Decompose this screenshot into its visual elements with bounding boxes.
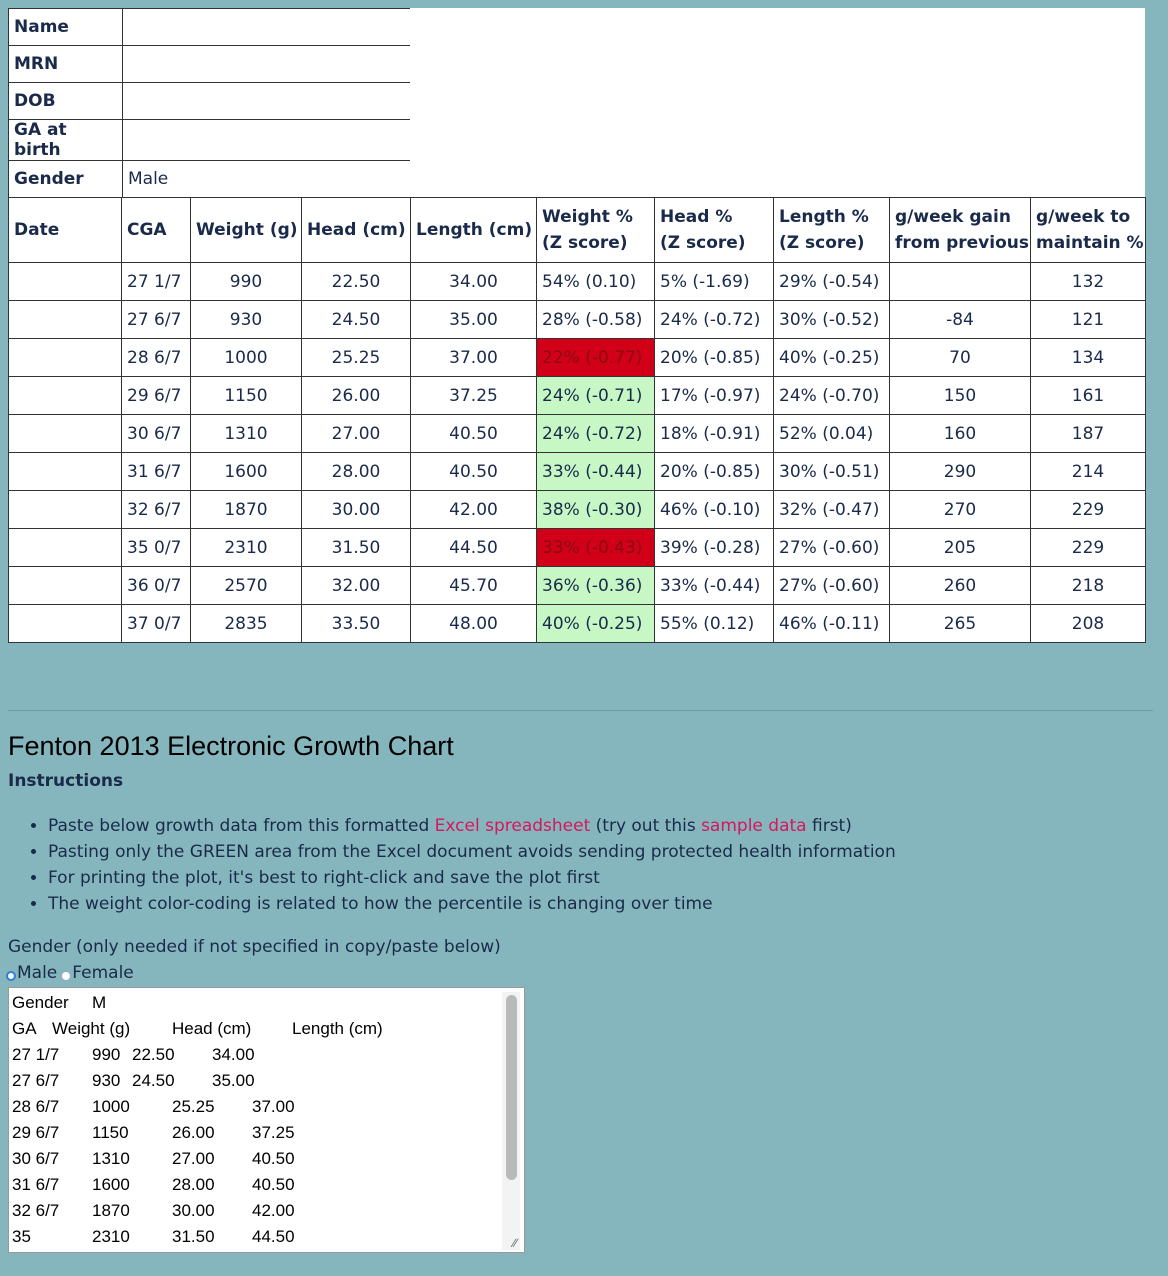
table-row <box>9 567 1146 605</box>
page-title: Fenton 2013 Electronic Growth Chart <box>8 731 454 761</box>
col-length-header: Length (cm) <box>411 198 537 263</box>
table-row <box>9 453 1146 491</box>
maintain-cell: 214 <box>1031 453 1146 491</box>
date-cell <box>9 567 122 605</box>
maintain-cell: 187 <box>1031 415 1146 453</box>
head-pct-cell: 5% (-1.69) <box>655 263 774 301</box>
weight-cell: 930 <box>191 301 302 339</box>
weight-cell: 2835 <box>191 605 302 643</box>
textarea-cell: Length (cm) <box>292 1019 383 1038</box>
head-pct-cell: 17% (-0.97) <box>655 377 774 415</box>
textarea-cell: 29 6/7 <box>12 1123 60 1142</box>
date-cell <box>9 529 122 567</box>
female-radio-label[interactable]: Female <box>72 963 134 983</box>
list-item <box>48 813 896 839</box>
resize-handle-icon[interactable]: ∕∕ <box>512 1236 517 1250</box>
instructions-heading: Instructions <box>8 771 124 791</box>
sample-data-link[interactable]: sample data <box>701 816 807 836</box>
length-pct-cell: 30% (-0.51) <box>774 453 890 491</box>
weight-pct-cell: 40% (-0.25) <box>537 605 655 643</box>
weight-pct-cell: 24% (-0.71) <box>537 377 655 415</box>
maintain-cell: 161 <box>1031 377 1146 415</box>
scroll-thumb[interactable] <box>506 995 517 1180</box>
table-row <box>9 415 1146 453</box>
textarea-cell: 30 6/7 <box>12 1149 60 1168</box>
textarea-cell: 27 6/7 <box>12 1071 60 1090</box>
date-cell <box>9 453 122 491</box>
patient-field-row <box>9 120 411 161</box>
col-cga-header: CGA <box>122 198 191 263</box>
weight-pct-cell: 22% (-0.77) <box>537 339 655 377</box>
female-radio[interactable] <box>61 971 71 981</box>
col-head-pct-header <box>655 198 774 263</box>
weight-pct-cell: 33% (-0.44) <box>537 453 655 491</box>
table-row <box>9 605 1146 643</box>
instruction-text: For printing the plot, it's best to right-click and save the plot first <box>48 868 600 888</box>
patient-field-value <box>123 9 411 46</box>
textarea-cell: 40.50 <box>252 1175 295 1194</box>
textarea-cell: 42.00 <box>252 1201 295 1220</box>
patient-field-value: Male <box>123 161 411 198</box>
weight-cell: 1310 <box>191 415 302 453</box>
cga-cell: 35 0/7 <box>122 529 191 567</box>
weight-pct-cell: 38% (-0.30) <box>537 491 655 529</box>
cga-cell: 36 0/7 <box>122 567 191 605</box>
header-line: (Z score) <box>542 233 628 253</box>
textarea-cell: 35 <box>12 1227 31 1246</box>
head-pct-cell: 24% (-0.72) <box>655 301 774 339</box>
header-line: Weight % <box>542 207 633 227</box>
weight-cell: 990 <box>191 263 302 301</box>
table-row <box>9 377 1146 415</box>
growth-data-table <box>8 197 1146 643</box>
textarea-cell: 32 6/7 <box>12 1201 60 1220</box>
textarea-cell: 26.00 <box>172 1123 215 1142</box>
textarea-cell: GA <box>12 1019 37 1038</box>
header-line: g/week gain <box>895 207 1011 227</box>
cga-cell: 29 6/7 <box>122 377 191 415</box>
header-line: g/week to <box>1036 207 1131 227</box>
cga-cell: 27 1/7 <box>122 263 191 301</box>
header-line: Length % <box>779 207 869 227</box>
cga-cell: 27 6/7 <box>122 301 191 339</box>
date-cell <box>9 263 122 301</box>
patient-field-value <box>123 83 411 120</box>
head-pct-cell: 39% (-0.28) <box>655 529 774 567</box>
patient-field-label: Gender <box>9 161 123 198</box>
list-item <box>48 839 896 865</box>
date-cell <box>9 491 122 529</box>
table-row <box>9 491 1146 529</box>
header-line: (Z score) <box>660 233 746 253</box>
col-weight-header: Weight (g) <box>191 198 302 263</box>
male-radio-label[interactable]: Male <box>17 963 58 983</box>
head-cell: 22.50 <box>302 263 411 301</box>
textarea-cell: 2310 <box>92 1227 130 1246</box>
length-pct-cell: 30% (-0.52) <box>774 301 890 339</box>
patient-field-label: DOB <box>9 83 123 120</box>
excel-spreadsheet-link[interactable]: Excel spreadsheet <box>434 816 591 836</box>
weight-cell: 1150 <box>191 377 302 415</box>
weight-pct-cell: 33% (-0.43) <box>537 529 655 567</box>
gain-cell: 150 <box>890 377 1031 415</box>
head-cell: 32.00 <box>302 567 411 605</box>
head-cell: 33.50 <box>302 605 411 643</box>
head-pct-cell: 20% (-0.85) <box>655 453 774 491</box>
header-line: Head % <box>660 207 733 227</box>
textarea-cell: 24.50 <box>132 1071 175 1090</box>
gain-cell: 260 <box>890 567 1031 605</box>
gain-cell: 160 <box>890 415 1031 453</box>
textarea-cell: 27 1/7 <box>12 1045 60 1064</box>
instruction-text: Paste below growth data from this formatted <box>48 816 435 836</box>
weight-cell: 2570 <box>191 567 302 605</box>
gain-cell: 290 <box>890 453 1031 491</box>
maintain-cell: 121 <box>1031 301 1146 339</box>
section-divider <box>8 710 1153 711</box>
gain-cell: 70 <box>890 339 1031 377</box>
patient-field-row <box>9 161 411 198</box>
date-cell <box>9 377 122 415</box>
patient-field-row <box>9 9 411 46</box>
textarea-cell: 28.00 <box>172 1175 215 1194</box>
date-cell <box>9 415 122 453</box>
head-cell: 30.00 <box>302 491 411 529</box>
head-cell: 28.00 <box>302 453 411 491</box>
gender-label: Gender (only needed if not specified in copy/paste below) <box>8 937 501 957</box>
maintain-cell: 229 <box>1031 491 1146 529</box>
length-pct-cell: 24% (-0.70) <box>774 377 890 415</box>
length-pct-cell: 32% (-0.47) <box>774 491 890 529</box>
header-whitespace <box>410 8 1145 197</box>
head-cell: 24.50 <box>302 301 411 339</box>
length-cell: 45.70 <box>411 567 537 605</box>
head-pct-cell: 20% (-0.85) <box>655 339 774 377</box>
length-cell: 48.00 <box>411 605 537 643</box>
date-cell <box>9 605 122 643</box>
patient-field-value <box>123 46 411 83</box>
weight-pct-cell: 36% (-0.36) <box>537 567 655 605</box>
textarea-cell: 27.00 <box>172 1149 215 1168</box>
header-line: from previous <box>895 233 1029 253</box>
cga-cell: 30 6/7 <box>122 415 191 453</box>
patient-field-label: Name <box>9 9 123 46</box>
head-cell: 25.25 <box>302 339 411 377</box>
table-row <box>9 301 1146 339</box>
col-head-header: Head (cm) <box>302 198 411 263</box>
head-pct-cell: 33% (-0.44) <box>655 567 774 605</box>
instruction-text: The weight color-coding is related to how the percentile is changing over time <box>48 894 713 914</box>
textarea-cell: M <box>92 993 107 1012</box>
instructions-list <box>8 813 896 917</box>
weight-cell: 1000 <box>191 339 302 377</box>
gain-cell: 265 <box>890 605 1031 643</box>
length-cell: 40.50 <box>411 453 537 491</box>
col-gain-header <box>890 198 1031 263</box>
gender-radio-group <box>6 963 134 983</box>
weight-pct-cell: 54% (0.10) <box>537 263 655 301</box>
textarea-cell: 31 6/7 <box>12 1175 60 1194</box>
length-cell: 42.00 <box>411 491 537 529</box>
textarea-cell: 44.50 <box>252 1227 295 1246</box>
textarea-cell: Gender <box>12 993 69 1012</box>
col-length-pct-header <box>774 198 890 263</box>
weight-cell: 1600 <box>191 453 302 491</box>
table-row <box>9 529 1146 567</box>
cga-cell: 37 0/7 <box>122 605 191 643</box>
length-pct-cell: 29% (-0.54) <box>774 263 890 301</box>
length-pct-cell: 52% (0.04) <box>774 415 890 453</box>
list-item <box>48 891 896 917</box>
maintain-cell: 134 <box>1031 339 1146 377</box>
head-pct-cell: 55% (0.12) <box>655 605 774 643</box>
table-row <box>9 339 1146 377</box>
patient-field-value <box>123 120 411 161</box>
maintain-cell: 218 <box>1031 567 1146 605</box>
length-cell: 44.50 <box>411 529 537 567</box>
patient-info-table <box>8 8 411 198</box>
maintain-cell: 229 <box>1031 529 1146 567</box>
textarea-cell: 1310 <box>92 1149 130 1168</box>
textarea-cell: 930 <box>92 1071 121 1090</box>
head-cell: 26.00 <box>302 377 411 415</box>
maintain-cell: 208 <box>1031 605 1146 643</box>
table-row <box>9 263 1146 301</box>
textarea-cell: 37.00 <box>252 1097 295 1116</box>
textarea-cell: 1150 <box>92 1123 129 1142</box>
length-pct-cell: 27% (-0.60) <box>774 529 890 567</box>
textarea-cell: 990 <box>92 1045 121 1064</box>
textarea-cell: 25.25 <box>172 1097 215 1116</box>
length-cell: 40.50 <box>411 415 537 453</box>
textarea-cell: 30.00 <box>172 1201 215 1220</box>
col-weight-pct-header <box>537 198 655 263</box>
header-line: (Z score) <box>779 233 865 253</box>
length-cell: 37.25 <box>411 377 537 415</box>
cga-cell: 28 6/7 <box>122 339 191 377</box>
gain-cell: -84 <box>890 301 1031 339</box>
instruction-text: (try out this <box>590 816 702 836</box>
weight-cell: 1870 <box>191 491 302 529</box>
instruction-text: first) <box>806 816 852 836</box>
header-line: maintain % <box>1036 233 1144 253</box>
textarea-cell: Weight (g) <box>52 1019 131 1038</box>
length-pct-cell: 40% (-0.25) <box>774 339 890 377</box>
date-cell <box>9 339 122 377</box>
head-cell: 27.00 <box>302 415 411 453</box>
patient-field-row <box>9 83 411 120</box>
textarea-cell: 22.50 <box>132 1045 175 1064</box>
weight-pct-cell: 28% (-0.58) <box>537 301 655 339</box>
textarea-cell: 37.25 <box>252 1123 295 1142</box>
maintain-cell: 132 <box>1031 263 1146 301</box>
length-cell: 37.00 <box>411 339 537 377</box>
length-cell: 35.00 <box>411 301 537 339</box>
length-cell: 34.00 <box>411 263 537 301</box>
date-cell <box>9 301 122 339</box>
growth-header-row <box>9 198 1146 263</box>
male-radio[interactable] <box>6 971 16 981</box>
gain-cell: 205 <box>890 529 1031 567</box>
patient-field-row <box>9 46 411 83</box>
textarea-cell: 28 6/7 <box>12 1097 60 1116</box>
length-pct-cell: 27% (-0.60) <box>774 567 890 605</box>
textarea-cell: Head (cm) <box>172 1019 252 1038</box>
textarea-cell: 1000 <box>92 1097 130 1116</box>
cga-cell: 31 6/7 <box>122 453 191 491</box>
instruction-text: Pasting only the GREEN area from the Excel document avoids sending protected health information <box>48 842 896 862</box>
textarea-cell: 1600 <box>92 1175 130 1194</box>
textarea-scrollbar[interactable] <box>502 992 520 1250</box>
length-pct-cell: 46% (-0.11) <box>774 605 890 643</box>
head-pct-cell: 46% (-0.10) <box>655 491 774 529</box>
head-pct-cell: 18% (-0.91) <box>655 415 774 453</box>
textarea-cell: 31.50 <box>172 1227 215 1246</box>
head-cell: 31.50 <box>302 529 411 567</box>
textarea-cell: 1870 <box>92 1201 130 1220</box>
patient-field-label: MRN <box>9 46 123 83</box>
patient-field-label: GA at birth <box>9 120 123 161</box>
col-maintain-header <box>1031 198 1146 263</box>
col-date-header: Date <box>9 198 122 263</box>
textarea-cell: 40.50 <box>252 1149 295 1168</box>
cga-cell: 32 6/7 <box>122 491 191 529</box>
weight-pct-cell: 24% (-0.72) <box>537 415 655 453</box>
gain-cell <box>890 263 1031 301</box>
list-item <box>48 865 896 891</box>
gain-cell: 270 <box>890 491 1031 529</box>
textarea-cell: 34.00 <box>212 1045 255 1064</box>
growth-data-textarea[interactable] <box>8 987 525 1253</box>
weight-cell: 2310 <box>191 529 302 567</box>
textarea-cell: 35.00 <box>212 1071 255 1090</box>
